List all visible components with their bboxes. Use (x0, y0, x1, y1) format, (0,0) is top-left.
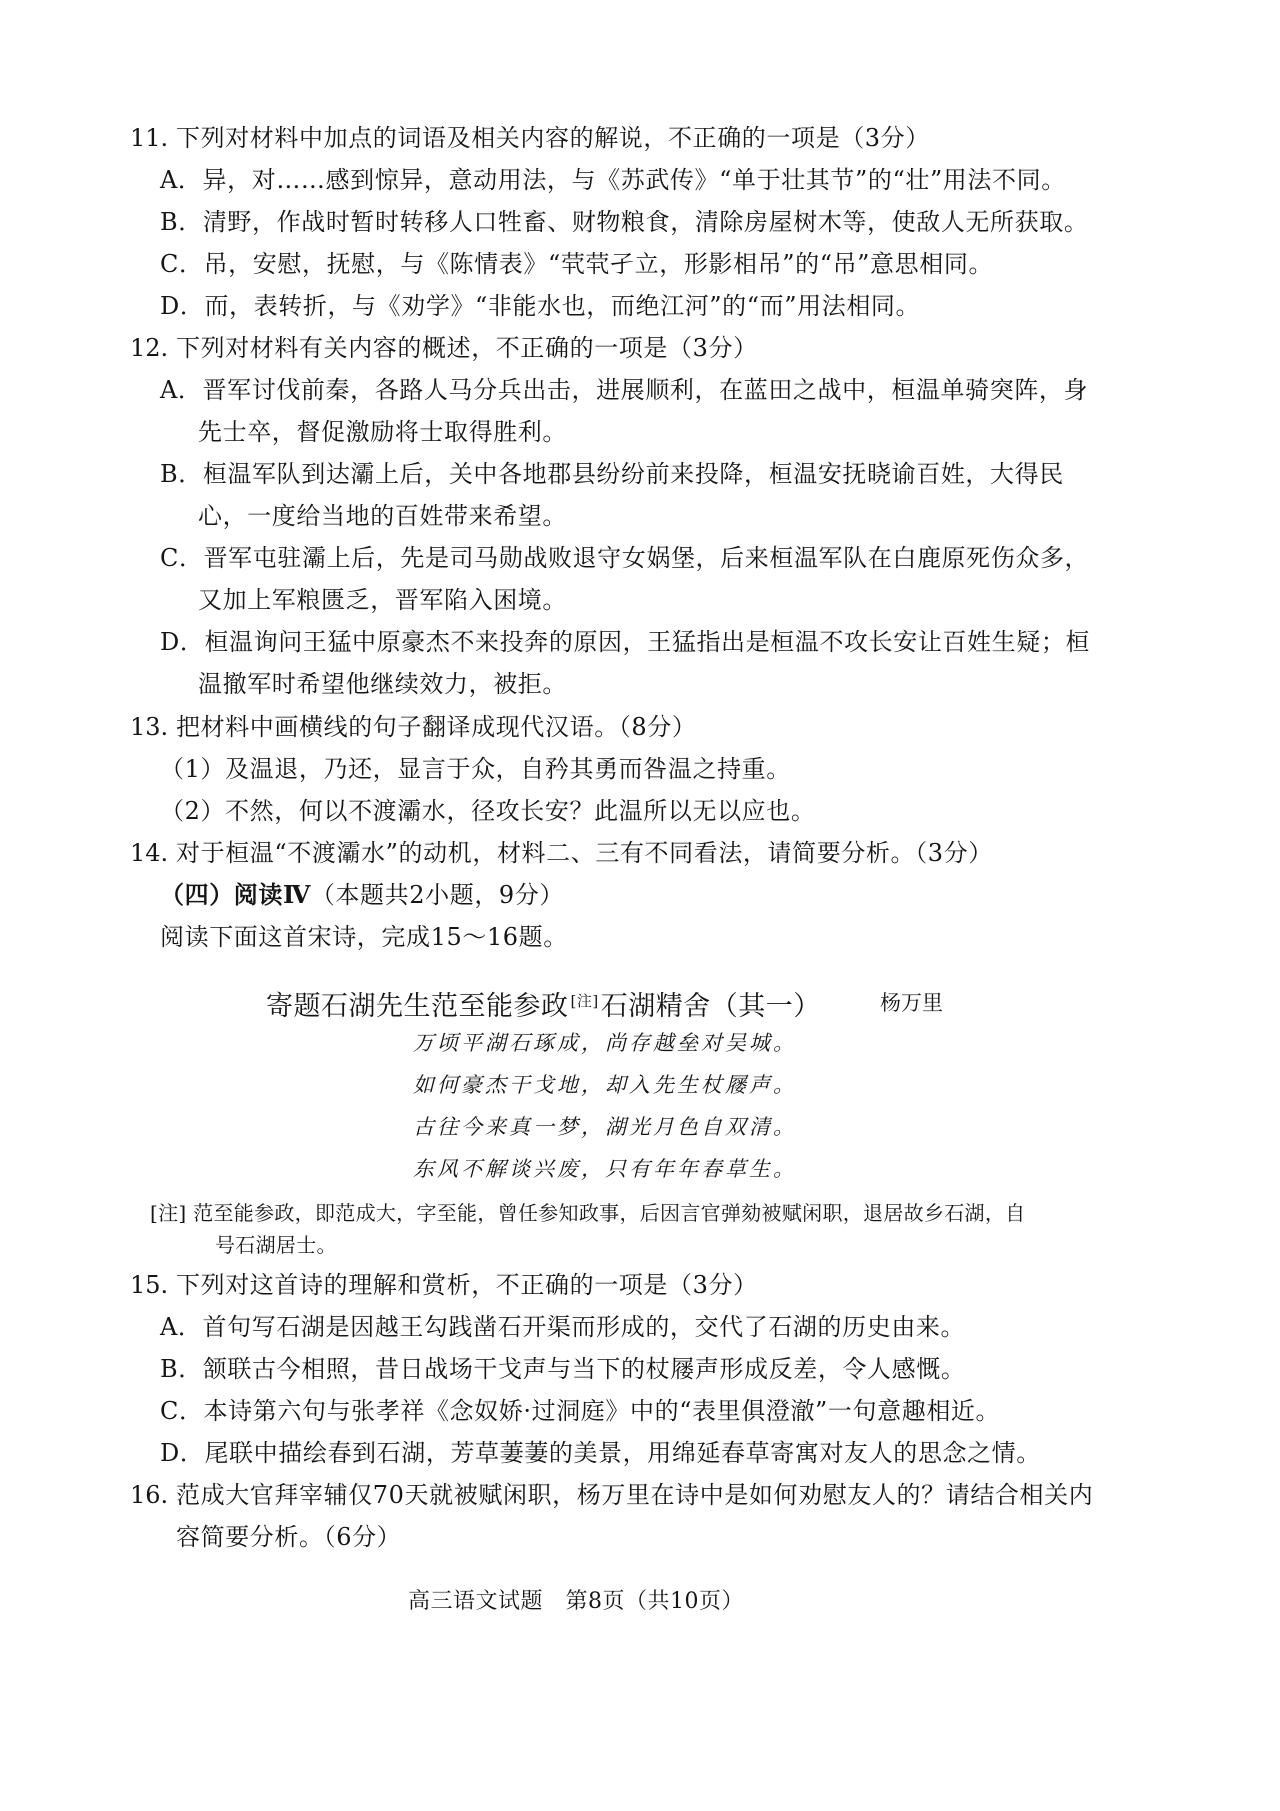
question-15-option-c: C．本诗第六句与张孝祥《念奴娇·过洞庭》中的“表里俱澄澈”一句意趣相近。 (160, 1397, 1001, 1425)
question-16-stem-line1: 范成大官拜宰辅仅70天就被赋闲职，杨万里在诗中是如何劝慰友人的？请结合相关内 (176, 1481, 1094, 1509)
question-12-number: 12. (130, 334, 169, 362)
question-16-number: 16. (130, 1481, 169, 1509)
poem-note-line1: [注] 范至能参政，即范成大，字至能，曾任参知政事，后因言官弹劾被赋闲职，退居故乡石湖，自 (150, 1201, 1026, 1225)
question-14-stem: 对于桓温“不渡灞水”的动机，材料二、三有不同看法，请简要分析。（3分） (176, 839, 993, 867)
poem-title-part2: 石湖精舍（其一） (600, 991, 821, 1022)
poem-note-mark: [注] (570, 992, 599, 1010)
poem-title-part1: 寄题石湖先生范至能参政 (266, 991, 569, 1022)
poem-line-1: 万顷平湖石琢成，尚存越垒对吴城。 (413, 1031, 797, 1055)
section-heading-info: （本题共2小题，9分） (310, 881, 564, 909)
question-11-number: 11. (130, 124, 169, 152)
question-15-option-d: D．尾联中描绘春到石湖，芳草萋萋的美景，用绵延春草寄寓对友人的思念之情。 (160, 1439, 1041, 1467)
question-12-option-d-line1: D．桓温询问王猛中原豪杰不来投奔的原因，王猛指出是桓温不攻长安让百姓生疑；桓 (160, 628, 1091, 656)
page-footer: 高三语文试题 第8页（共10页） (408, 1589, 744, 1614)
question-15-option-a: A．首句写石湖是因越王勾践凿石开渠而形成的，交代了石湖的历史由来。 (160, 1313, 966, 1341)
question-12-option-b-line2: 心，一度给当地的百姓带来希望。 (198, 502, 567, 530)
question-12-stem: 下列对材料有关内容的概述，不正确的一项是（3分） (176, 334, 758, 362)
section-instruction: 阅读下面这首宋诗，完成15～16题。 (160, 923, 568, 951)
question-13-number: 13. (130, 713, 169, 741)
poem-line-3: 古往今来真一梦，湖光月色自双清。 (413, 1115, 797, 1139)
question-13-stem: 把材料中画横线的句子翻译成现代汉语。（8分） (176, 713, 697, 741)
poem-line-2: 如何豪杰干戈地，却入先生杖屦声。 (413, 1073, 797, 1097)
question-11-stem: 下列对材料中加点的词语及相关内容的解说，不正确的一项是（3分） (176, 124, 930, 152)
question-13-item-2: （2）不然，何以不渡灞水，径攻长安？此温所以无以应也。 (160, 797, 816, 825)
question-12-option-b-line1: B．桓温军队到达灞上后，关中各地郡县纷纷前来投降，桓温安抚晓谕百姓，大得民 (160, 460, 1064, 488)
poem-line-4: 东风不解谈兴废，只有年年春草生。 (413, 1157, 797, 1181)
section-heading-title: （四）阅读Ⅳ (160, 880, 311, 909)
question-15-stem: 下列对这首诗的理解和赏析，不正确的一项是（3分） (176, 1271, 758, 1299)
question-12-option-a-line2: 先士卒，督促激励将士取得胜利。 (198, 418, 567, 446)
poem-note-line2: 号石湖居士。 (215, 1233, 337, 1257)
question-12-option-c-line1: C．晋军屯驻灞上后，先是司马勋战败退守女娲堡，后来桓温军队在白鹿原死伤众多， (160, 544, 1090, 572)
question-15-number: 15. (130, 1271, 169, 1299)
question-12-option-c-line2: 又加上军粮匮乏，晋军陷入困境。 (198, 586, 567, 614)
question-12-option-a-line1: A．晋军讨伐前秦，各路人马分兵出击，进展顺利，在蓝田之战中，桓温单骑突阵，身 (160, 376, 1089, 404)
question-11-option-a: A．异，对……感到惊异，意动用法，与《苏武传》“单于壮其节”的“壮”用法不同。 (160, 166, 1066, 194)
section-heading (160, 880, 564, 910)
question-15-option-b: B．颔联古今相照，昔日战场干戈声与当下的杖屦声形成反差，令人感慨。 (160, 1355, 966, 1383)
question-12-option-d-line2: 温撤军时希望他继续效力，被拒。 (198, 670, 567, 698)
question-13-item-1: （1）及温退，乃还，显言于众，自矜其勇而咎温之持重。 (160, 755, 791, 783)
question-14-number: 14. (130, 839, 169, 867)
poem-title (266, 984, 821, 1024)
question-16-stem-line2: 容简要分析。（6分） (176, 1523, 402, 1551)
question-11-option-b: B．清野，作战时暂时转移人口牲畜、财物粮食，清除房屋树木等，使敌人无所获取。 (160, 208, 1089, 236)
question-11-option-d: D．而，表转折，与《劝学》“非能水也，而绝江河”的“而”用法相同。 (160, 292, 921, 320)
question-11-option-c: C．吊，安慰，抚慰，与《陈情表》“茕茕孑立，形影相吊”的“吊”意思相同。 (160, 250, 994, 278)
poem-author: 杨万里 (880, 991, 943, 1015)
